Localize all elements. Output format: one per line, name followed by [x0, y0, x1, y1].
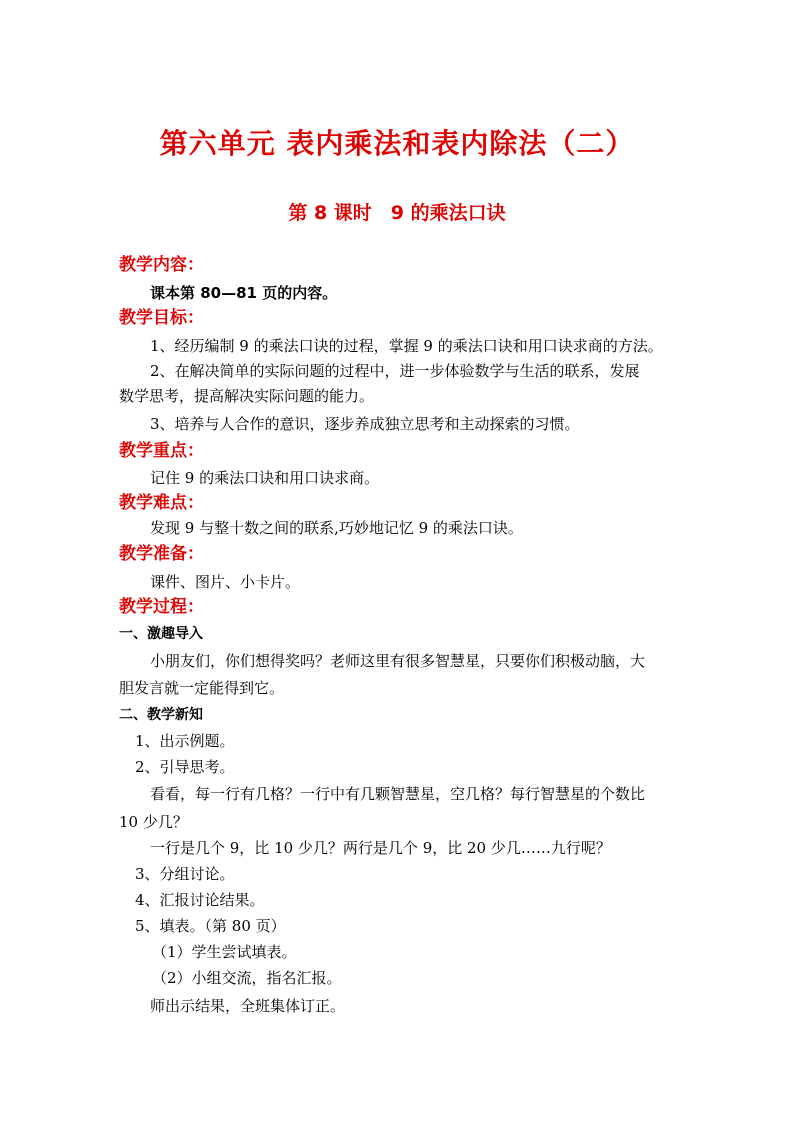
- goal-line-1: 1、经历编制 9 的乘法口诀的过程，掌握 9 的乘法口诀和用口诀求商的方法。: [150, 337, 663, 355]
- document-title: 第六单元 表内乘法和表内除法（二）: [159, 127, 635, 160]
- heading-preparation: 教学准备：: [119, 544, 204, 564]
- lesson-subtitle: 第 8 课时 9 的乘法口诀: [288, 202, 506, 224]
- heading-process: 教学过程：: [119, 597, 204, 617]
- section-2-line-4: 10 少几？: [119, 813, 188, 831]
- section-2-line-6: 3、分组讨论。: [135, 865, 235, 883]
- goal-line-3: 数学思考，提高解决实际问题的能力。: [119, 387, 375, 405]
- goal-line-4: 3、培养与人合作的意识，逐步养成独立思考和主动探索的习惯。: [150, 415, 580, 433]
- section-2-line-3: 看看，每一行有几格？一行中有几颗智慧星，空几格？每行智慧星的个数比: [150, 785, 646, 803]
- section-2-line-8: 5、填表。（第 80 页）: [135, 917, 286, 935]
- key-points-text: 记住 9 的乘法口诀和用口诀求商。: [150, 469, 380, 487]
- section-1-line-2: 胆发言就一定能得到它。: [119, 679, 285, 697]
- heading-content: 教学内容：: [119, 255, 204, 275]
- section-2-line-5: 一行是几个 9，比 10 少几？两行是几个 9，比 20 少几……九行呢？: [150, 839, 611, 857]
- section-2-line-1: 1、出示例题。: [135, 732, 235, 750]
- section-2-line-7: 4、汇报讨论结果。: [135, 891, 265, 909]
- heading-goals: 教学目标：: [119, 308, 204, 328]
- section-2-title: 二、教学新知: [119, 707, 203, 723]
- heading-key-points: 教学重点：: [119, 441, 204, 461]
- content-text: 课本第 80—81 页的内容。: [150, 284, 338, 302]
- preparation-text: 课件、图片、小卡片。: [150, 573, 301, 591]
- section-1-line-1: 小朋友们，你们想得奖吗？老师这里有很多智慧星，只要你们积极动脑，大: [150, 652, 646, 670]
- heading-difficulties: 教学难点：: [119, 493, 204, 513]
- section-2-line-10: （2）小组交流，指名汇报。: [152, 969, 342, 987]
- goal-line-2: 2、在解决简单的实际问题的过程中，进一步体验数学与生活的联系，发展: [150, 362, 640, 380]
- section-1-title: 一、激趣导入: [119, 626, 203, 642]
- section-2-line-9: （1）学生尝试填表。: [152, 943, 297, 961]
- section-2-line-11: 师出示结果，全班集体订正。: [150, 997, 346, 1015]
- difficulties-text: 发现 9 与整十数之间的联系,巧妙地记忆 9 的乘法口诀。: [150, 519, 523, 537]
- section-2-line-2: 2、引导思考。: [135, 758, 235, 776]
